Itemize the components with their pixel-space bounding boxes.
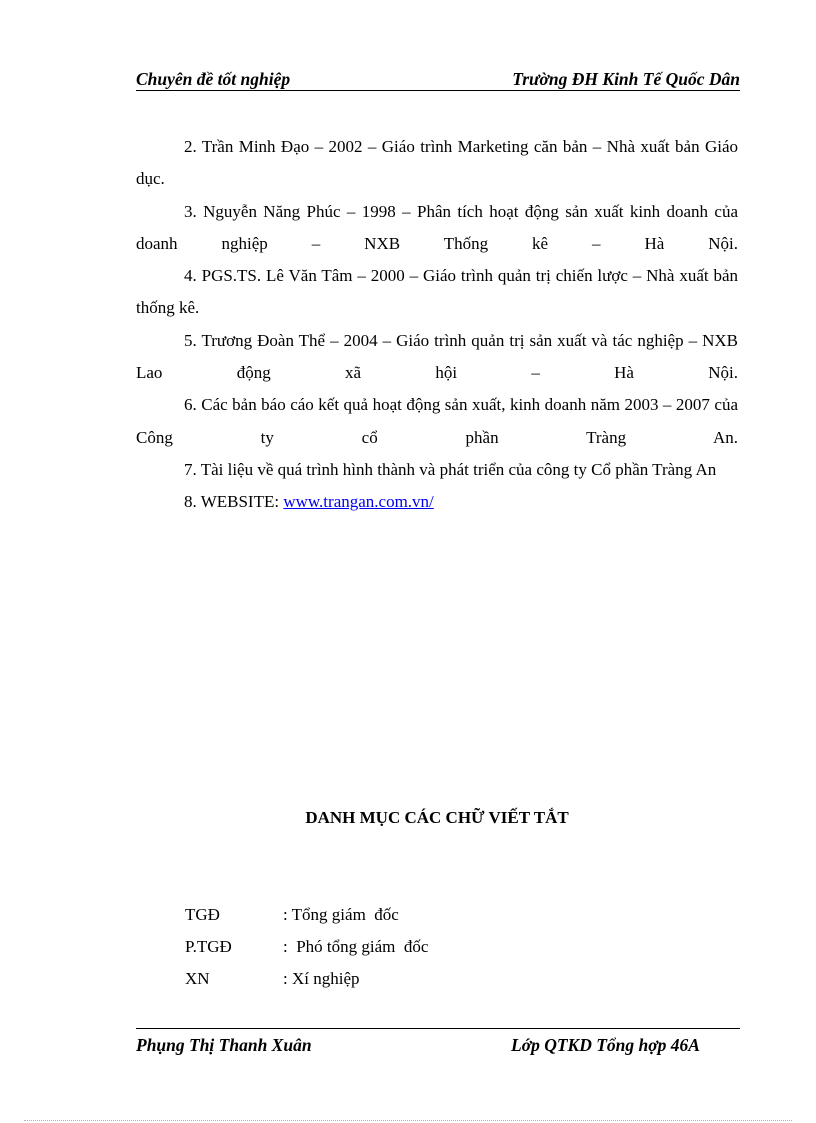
footer-left-text: Phụng Thị Thanh Xuân [136, 1035, 312, 1055]
header-right-text: Trường ĐH Kinh Tế Quốc Dân [512, 69, 740, 89]
abbreviation-code: P.TGĐ [185, 937, 232, 956]
reference-item: 7. Tài liệu về quá trình hình thành và phát triển của công ty Cổ phần Tràng An [184, 459, 717, 479]
abbreviation-description: : Tổng giám đốc [283, 905, 399, 924]
abbreviation-code: XN [185, 969, 210, 988]
website-link[interactable]: www.trangan.com.vn/ [283, 492, 434, 512]
header-left-text: Chuyên đề tốt nghiệp [136, 69, 291, 89]
abbreviation-row [185, 969, 585, 1001]
reference-item: 5. Trương Đoàn Thể – 2004 – Giáo trình quản trị sản xuất và tác nghiệp – NXB Lao động xã hội – Hà Nội. [136, 330, 738, 383]
page-footer [136, 1028, 740, 1057]
abbreviation-row [185, 937, 585, 969]
reference-item: 3. Nguyễn Năng Phúc – 1998 – Phân tích hoạt động sản xuất kinh doanh của doanh nghiệp – NXB Thống kê – Hà Nội. [136, 201, 738, 253]
reference-item: 6. Các bản báo cáo kết quả hoạt động sản xuất, kinh doanh năm 2003 – 2007 của Công ty cổ phần Tràng An. [136, 395, 738, 447]
abbreviations-title: DANH MỤC CÁC CHỮ VIẾT TẮT [305, 808, 569, 827]
abbreviation-description: : Phó tổng giám đốc [283, 937, 429, 956]
reference-item: 2. Trần Minh Đạo – 2002 – Giáo trình Marketing căn bản – Nhà xuất bản Giáo dục. [136, 137, 738, 189]
abbreviation-code: TGĐ [185, 905, 220, 924]
footer-right-text: Lớp QTKD Tổng hợp 46A [511, 1035, 700, 1055]
reference-list [136, 131, 738, 519]
abbreviation-row [185, 905, 585, 937]
abbreviation-description: : Xí nghiệp [283, 969, 360, 988]
page-header [136, 68, 740, 91]
page-bottom-edge [24, 1120, 792, 1121]
reference-item: 8. WEBSITE: www.trangan.com.vn/ [184, 492, 434, 512]
reference-item: 4. PGS.TS. Lê Văn Tâm – 2000 – Giáo trình quản trị chiến lược – Nhà xuất bản thống kê. [136, 266, 738, 318]
abbreviation-list [185, 905, 585, 1001]
